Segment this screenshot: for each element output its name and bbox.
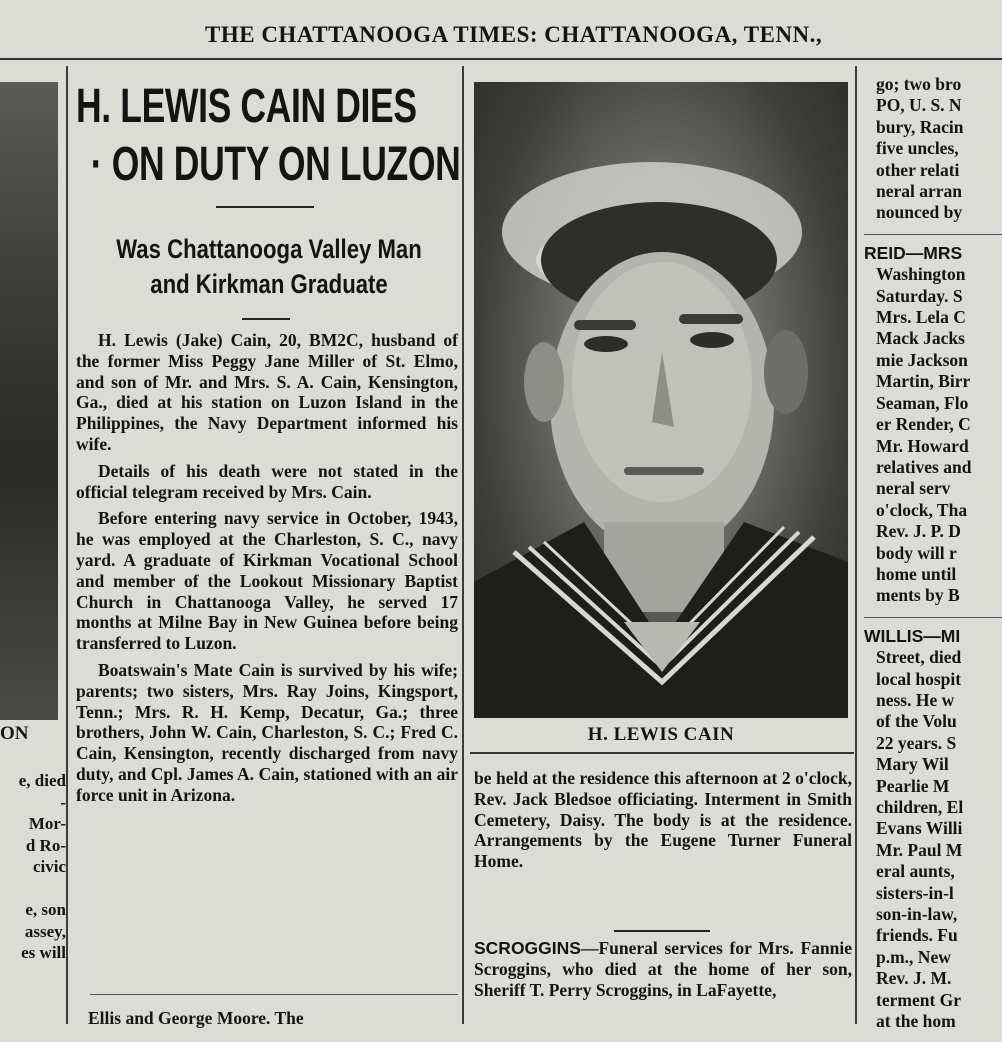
right-line: mie Jackson bbox=[876, 349, 968, 370]
right-line: terment Gr bbox=[876, 989, 962, 1010]
right-column bbox=[864, 74, 1002, 1042]
right-line: Rev. J. M. bbox=[876, 968, 952, 989]
scroggins-lead: SCROGGINS bbox=[474, 938, 581, 958]
right-line: nounced by bbox=[876, 202, 963, 223]
masthead-rule bbox=[0, 58, 1002, 60]
masthead: THE CHATTANOOGA TIMES: CHATTANOOGA, TENN., bbox=[205, 22, 823, 47]
left-line: - bbox=[60, 792, 66, 812]
article-paragraph: Boatswain's Mate Cain is survived by his wife; parents; two sisters, Mrs. Ray Joins, Kingsport, Tenn.; Mrs. R. H. Kemp, Decatur, Ga.; three brothers, John W. Cain, Charleston, S. C.; Fred C. Cain, Kensington, recently discharged from navy duty, and Cpl. James A. Cain, stationed with an air force unit in Arizona. bbox=[76, 659, 458, 805]
caption-rule bbox=[470, 752, 854, 754]
right-line: Saturday. S bbox=[876, 285, 963, 306]
article-paragraph: Before entering navy service in October, 1943, he was employed at the Charleston, S. C., navy yard. A graduate of Kirkman Vocational School and member of the Lookout Missionary Baptist Church in Chattanooga Valley, he served 17 months at Milne Bay in New Guinea before being transferred to Luzon. bbox=[76, 508, 458, 654]
article-body bbox=[76, 330, 458, 806]
right-line: Evans Willi bbox=[876, 818, 963, 839]
right-line: sisters-in-l bbox=[876, 882, 954, 903]
right-block-3 bbox=[864, 626, 1002, 1033]
right-line: relatives and bbox=[876, 456, 972, 477]
right-line: er Render, C bbox=[876, 414, 971, 435]
right-line: o'clock, Tha bbox=[876, 499, 968, 520]
right-line: Mary Wil bbox=[876, 754, 949, 775]
column-rule-1 bbox=[66, 66, 68, 1024]
left-line: assey, bbox=[24, 921, 66, 941]
right-line: body will r bbox=[876, 542, 957, 563]
article-paragraph: H. Lewis (Jake) Cain, 20, BM2C, husband of the former Miss Peggy Jane Miller of St. Elmo, and son of Mr. and Mrs. S. A. Cain, Kensington, Ga., died at his station on Luzon Island in the Philippines, the Navy Department informed his wife. bbox=[76, 330, 458, 454]
headline-line-1: H. LEWIS CAIN DIES bbox=[76, 80, 417, 133]
left-line: Mor- bbox=[28, 814, 66, 833]
right-line: children, El bbox=[876, 797, 964, 817]
photo-caption: H. LEWIS CAIN bbox=[587, 724, 735, 745]
right-line: Martin, Birr bbox=[876, 371, 971, 392]
reid-lead: REID—MRS bbox=[864, 242, 963, 263]
right-block-2 bbox=[864, 243, 1002, 607]
scroggins-notice bbox=[474, 938, 852, 1000]
right-line: neral serv bbox=[876, 478, 951, 499]
scroggins-text: —Funeral services for Mrs. Fannie Scroggins, who died at the home of her son, Sheriff T. Perry Scroggins, in LaFayette, bbox=[474, 938, 852, 1000]
left-line bbox=[0, 878, 66, 900]
right-line: Washington bbox=[876, 264, 966, 285]
right-line: friends. Fu bbox=[876, 925, 958, 946]
column-rule-3 bbox=[855, 66, 857, 1024]
article-end-rule bbox=[90, 994, 458, 995]
right-line: home until bbox=[876, 563, 957, 584]
headline-line-2-text: ON DUTY ON LUZON bbox=[111, 138, 461, 191]
right-line: Mrs. Lela C bbox=[876, 307, 966, 328]
subhead-line-2: and Kirkman Graduate bbox=[150, 269, 388, 299]
right-rule bbox=[864, 234, 1002, 235]
right-line: neral arran bbox=[876, 181, 963, 202]
headline-line-2: · ON DUTY ON LUZON bbox=[90, 138, 461, 191]
willis-lead: WILLIS—MI bbox=[864, 625, 961, 646]
right-line: eral aunts, bbox=[876, 861, 955, 882]
right-line: PO, U. S. N bbox=[876, 95, 962, 116]
right-line: of the Volu bbox=[876, 711, 957, 732]
subhead-line-1: Was Chattanooga Valley Man bbox=[116, 234, 422, 264]
left-column-text bbox=[0, 770, 66, 964]
right-line: Mr. Howard bbox=[876, 435, 969, 456]
article-paragraph: Details of his death were not stated in the official telegram received by Mrs. Cain. bbox=[76, 460, 458, 502]
right-line: Pearlie M bbox=[876, 775, 950, 796]
right-line: go; two bro bbox=[876, 74, 962, 94]
scroggins-paragraph bbox=[474, 938, 852, 1000]
obituary-continued-text: be held at the residence this afternoon at 2 o'clock, Rev. Jack Bledsoe officiating. Interment in Smith Cemetery, Daisy. The body is at the residence. Arrangements by the Eugene Turner Funeral Home. bbox=[474, 768, 852, 872]
right-rule bbox=[864, 617, 1002, 618]
right-line: at the hom bbox=[876, 1011, 956, 1032]
right-line: Mack Jacks bbox=[876, 328, 965, 349]
left-line: d Ro- bbox=[25, 835, 66, 855]
obituary-continued bbox=[474, 768, 852, 872]
right-block-1 bbox=[864, 74, 1002, 224]
right-line: Street, died bbox=[876, 647, 962, 668]
left-line: e, died bbox=[18, 771, 66, 790]
obituary-divider bbox=[614, 930, 710, 932]
right-line: bury, Racin bbox=[876, 116, 964, 137]
right-line: local hospit bbox=[876, 668, 962, 689]
right-line: p.m., New bbox=[876, 946, 951, 967]
column-rule-2 bbox=[462, 66, 464, 1024]
right-block-2-lines bbox=[864, 264, 1002, 607]
left-photo-caption: ON bbox=[0, 723, 29, 744]
article-subhead bbox=[111, 232, 428, 302]
portrait-photo bbox=[474, 82, 848, 718]
left-line: civic bbox=[32, 857, 66, 876]
right-line: ments by B bbox=[876, 585, 960, 606]
right-line: other relati bbox=[876, 159, 960, 180]
right-line: Seaman, Flo bbox=[876, 392, 969, 413]
subhead-divider bbox=[242, 318, 290, 320]
headline-divider bbox=[216, 206, 314, 208]
right-line: 22 years. S bbox=[876, 732, 957, 753]
right-line: Rev. J. P. D bbox=[876, 521, 961, 542]
right-line: five uncles, bbox=[876, 138, 959, 159]
left-line: e, son bbox=[25, 900, 66, 919]
left-line: es will bbox=[21, 943, 66, 962]
right-line: son-in-law, bbox=[876, 904, 958, 925]
right-block-3-lines bbox=[864, 647, 1002, 1032]
article-headline bbox=[76, 78, 461, 194]
next-article-fragment: Ellis and George Moore. The bbox=[88, 1008, 304, 1028]
portrait-illustration bbox=[474, 82, 848, 718]
right-line: ness. He w bbox=[876, 689, 955, 710]
right-line: Mr. Paul M bbox=[876, 839, 963, 860]
left-photo-fragment bbox=[0, 82, 58, 720]
